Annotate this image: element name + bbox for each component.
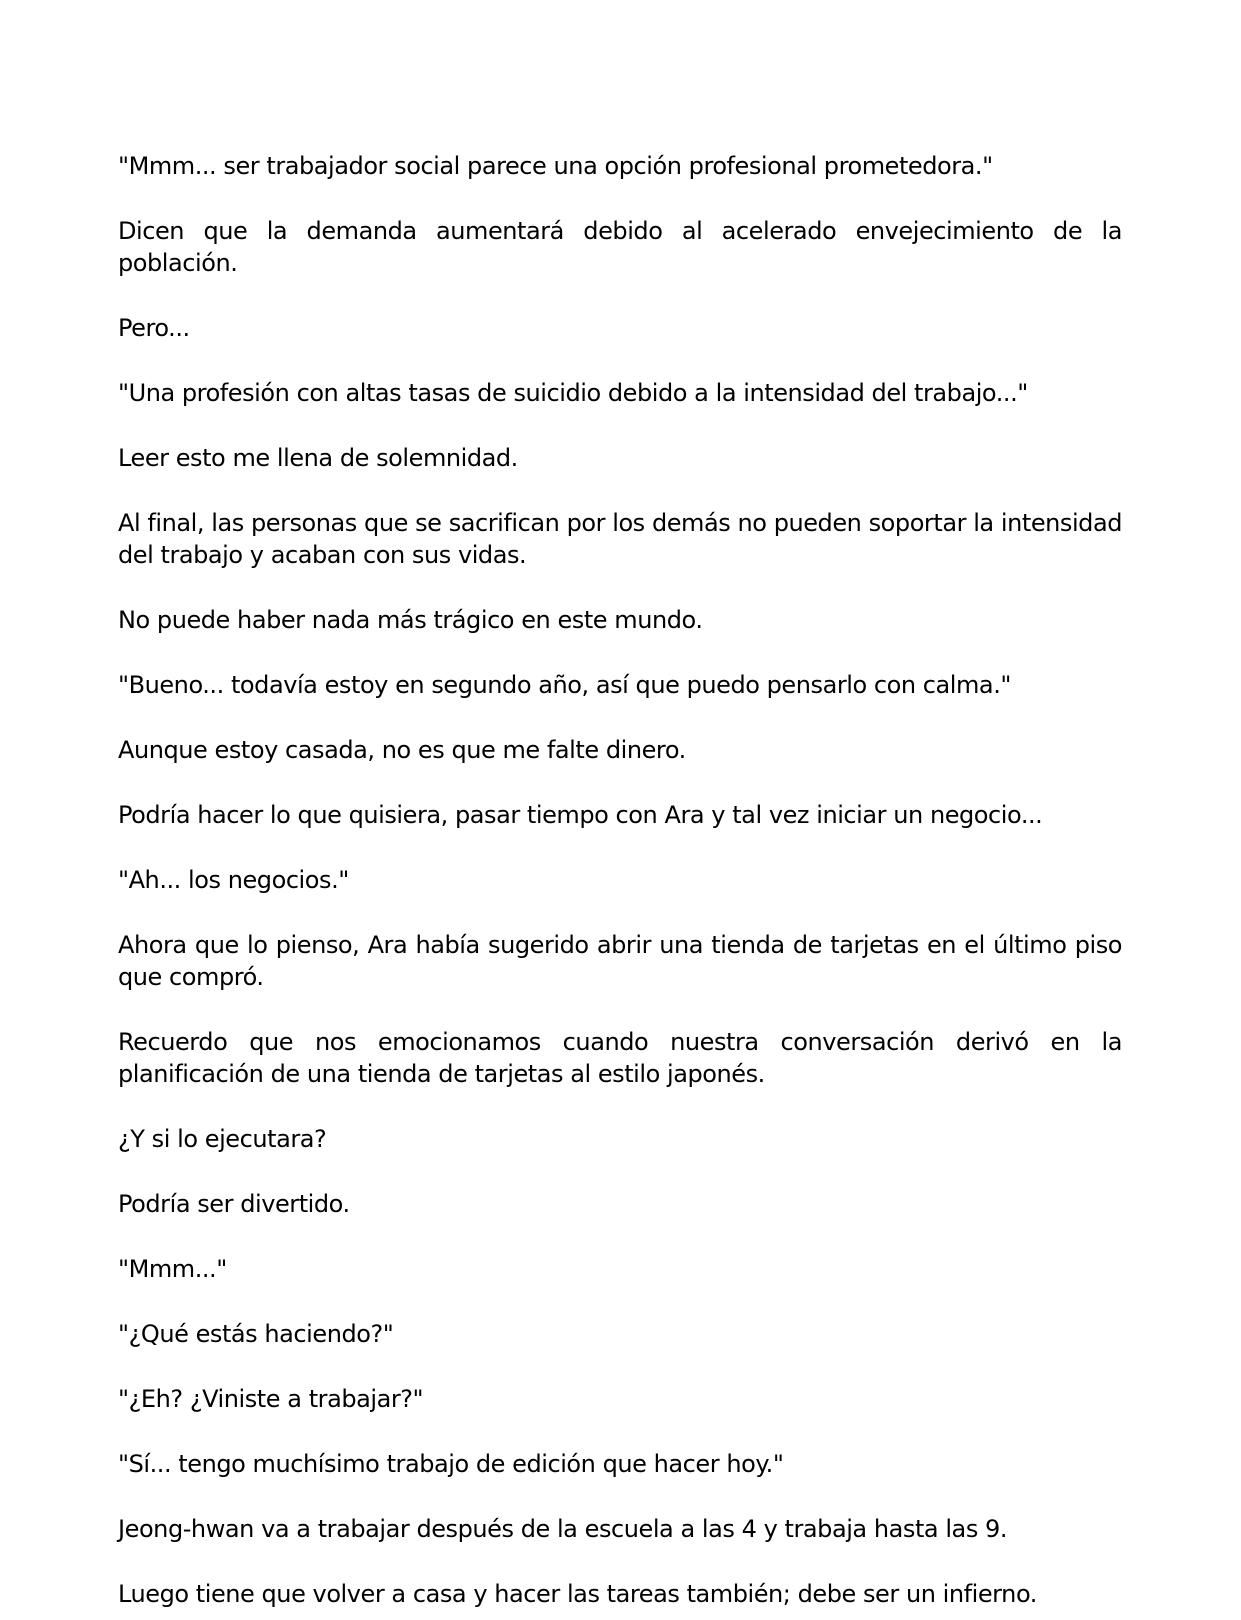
paragraph: Aunque estoy casada, no es que me falte dinero. bbox=[118, 736, 686, 764]
paragraph: ¿Y si lo ejecutara? bbox=[118, 1125, 327, 1153]
paragraph: Leer esto me llena de solemnidad. bbox=[118, 444, 518, 472]
paragraph: Al final, las personas que se sacrifican por los demás no pueden soportar la intensidad del trabajo y acaban con sus vidas. bbox=[118, 509, 1122, 569]
paragraph: Recuerdo que nos emocionamos cuando nuestra conversación derivó en la planificación de una tienda de tarjetas al estilo japonés. bbox=[118, 1028, 1122, 1088]
paragraph: Podría hacer lo que quisiera, pasar tiempo con Ara y tal vez iniciar un negocio... bbox=[118, 801, 1043, 829]
paragraph: "Bueno... todavía estoy en segundo año, así que puedo pensarlo con calma." bbox=[118, 671, 1011, 699]
paragraph: "¿Eh? ¿Viniste a trabajar?" bbox=[118, 1385, 424, 1413]
paragraph: No puede haber nada más trágico en este mundo. bbox=[118, 606, 703, 634]
paragraph: "Ah... los negocios." bbox=[118, 866, 349, 894]
paragraph: Jeong-hwan va a trabajar después de la escuela a las 4 y trabaja hasta las 9. bbox=[118, 1515, 1008, 1543]
paragraph: Ahora que lo pienso, Ara había sugerido abrir una tienda de tarjetas en el último piso que compró. bbox=[118, 931, 1122, 991]
paragraph: "Sí... tengo muchísimo trabajo de edición que hacer hoy." bbox=[118, 1450, 784, 1478]
paragraph: "¿Qué estás haciendo?" bbox=[118, 1320, 394, 1348]
paragraph: Pero... bbox=[118, 314, 190, 342]
paragraph: "Mmm... ser trabajador social parece una opción profesional prometedora." bbox=[118, 152, 993, 180]
paragraph: "Una profesión con altas tasas de suicidio debido a la intensidad del trabajo..." bbox=[118, 379, 1028, 407]
paragraph: Dicen que la demanda aumentará debido al acelerado envejecimiento de la población. bbox=[118, 217, 1122, 277]
document-body bbox=[118, 150, 1122, 1610]
paragraph: Podría ser divertido. bbox=[118, 1190, 350, 1218]
paragraph: Luego tiene que volver a casa y hacer las tareas también; debe ser un infierno. bbox=[118, 1580, 1037, 1608]
paragraph: "Mmm..." bbox=[118, 1255, 227, 1283]
